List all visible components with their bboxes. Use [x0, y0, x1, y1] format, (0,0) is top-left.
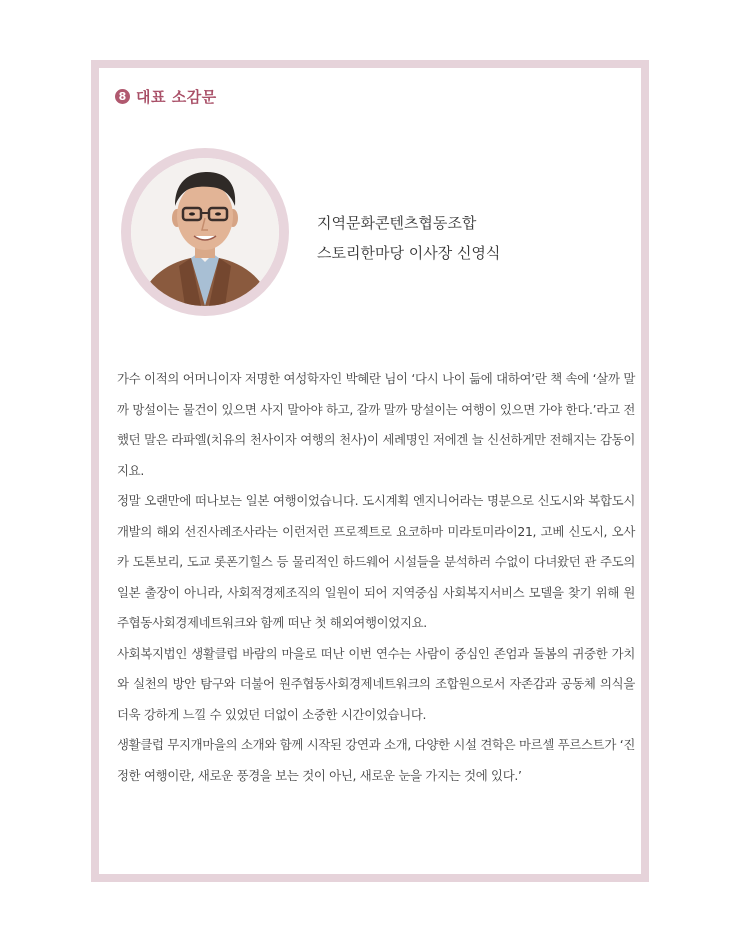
speaker-organization: 지역문화콘텐츠협동조합 [317, 214, 477, 232]
paragraph: 사회복지법인 생활클럽 바람의 마을로 떠난 이번 연수는 사람이 중심인 존엄과 돌봄의 귀중한 가치와 실천의 방안 탐구와 더불어 원주협동사회경제네트워크의 조합원으로서 자존감과 공동체 의식을 더욱 강하게 느낄 수 있었던 더없이 소중한 시간이었습니다. [117, 645, 635, 722]
section-header [115, 86, 217, 107]
portrait-photo [131, 158, 279, 306]
section-title: 대표 소감문 [136, 88, 217, 106]
portrait-frame [121, 148, 289, 316]
testimonial-frame [91, 60, 649, 882]
paragraph: 정말 오랜만에 떠나보는 일본 여행이었습니다. 도시계획 엔지니어라는 명분으로 신도시와 복합도시개발의 해외 선진사례조사라는 이런저런 프로젝트로 요코하마 미라토미라이21, 고베 신도시, 오사카 도톤보리, 도교 롯폰기힐스 등 물리적인 하드웨어 시설들을 분석하러 수없이 다녀왔던 관 주도의 일본 출장이 아니라, 사회적경제조직의 일원이 되어 지역중심 사회복지서비스 모델을 찾기 위해 원주협동사회경제네트워크와 함께 떠난 첫 해외여행이었지요. [117, 493, 635, 630]
paragraph: 가수 이적의 어머니이자 저명한 여성학자인 박혜란 님이 ‘다시 나이 듦에 대하여’란 책 속에 ‘살까 말까 망설이는 물건이 있으면 사지 말아야 하고, 갈까 말까 망설이는 여행이 있으면 가야 한다.’라고 전했던 말은 라파엘(치유의 천사이자 여행의 천사)이 세례명인 저에겐 늘 신선하게만 전해지는 감동이지요. [117, 371, 635, 478]
speaker-role-name: 스토리한마당 이사장 신영식 [317, 244, 501, 262]
paragraph: 생활클럽 무지개마을의 소개와 함께 시작된 강연과 소개, 다양한 시설 견학은 마르셀 푸르스트가 ‘진정한 여행이란, 새로운 풍경을 보는 것이 아닌, 새로운 눈을 가지는 것에 있다.’ [117, 737, 635, 783]
speaker-info [317, 208, 500, 268]
section-number-badge: 8 [115, 89, 130, 104]
testimonial-body [117, 364, 635, 791]
